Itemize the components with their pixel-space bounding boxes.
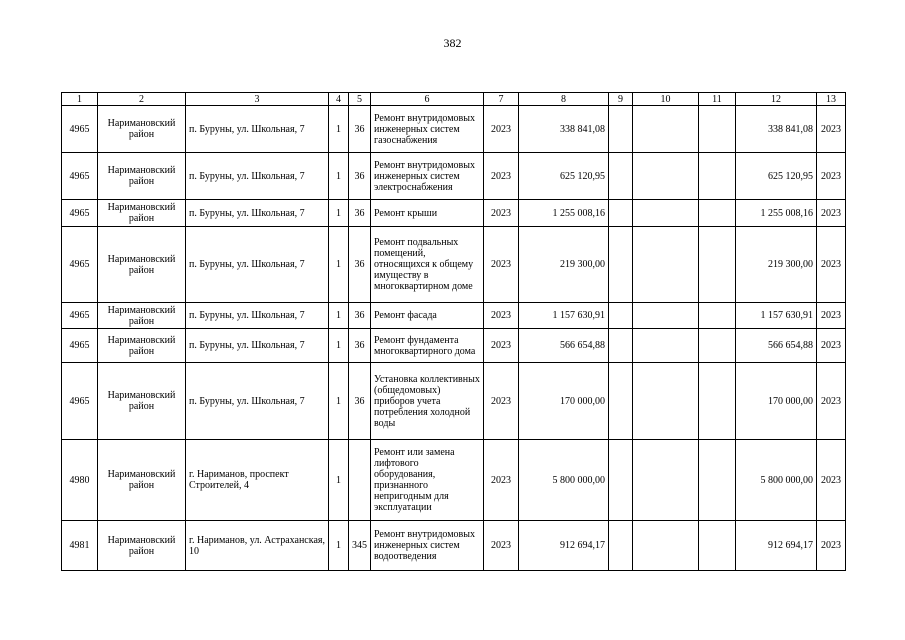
cell-number: 4981 [62,521,98,571]
table-row [62,153,846,200]
cell-address: п. Буруны, ул. Школьная, 7 [186,153,329,200]
cell-district: Наримановский район [98,303,186,329]
cell-work-type: Ремонт фасада [371,303,484,329]
cell-col10 [633,227,699,303]
cell-col10 [633,106,699,153]
column-number: 3 [186,93,329,106]
cell-col11 [699,227,736,303]
cell-col4: 1 [329,227,349,303]
cell-col9 [609,363,633,440]
cell-address: п. Буруны, ул. Школьная, 7 [186,329,329,363]
cell-col13: 2023 [817,227,846,303]
cell-col13: 2023 [817,329,846,363]
cell-total: 912 694,17 [519,521,609,571]
column-number: 11 [699,93,736,106]
cell-col4: 1 [329,329,349,363]
cell-work-type: Ремонт внутридомовых инженерных систем электроснабжения [371,153,484,200]
cell-col4: 1 [329,363,349,440]
cell-total: 338 841,08 [519,106,609,153]
cell-year: 2023 [484,153,519,200]
table-row [62,200,846,227]
cell-col11 [699,153,736,200]
cell-work-type: Ремонт крыши [371,200,484,227]
cell-district: Наримановский район [98,106,186,153]
cell-col12: 338 841,08 [736,106,817,153]
table-row [62,329,846,363]
cell-year: 2023 [484,363,519,440]
cell-address: п. Буруны, ул. Школьная, 7 [186,227,329,303]
cell-col13: 2023 [817,106,846,153]
cell-number: 4965 [62,153,98,200]
cell-col10 [633,329,699,363]
cell-work-type: Ремонт или замена лифтового оборудования, признанного непригодным для эксплуатации [371,440,484,521]
column-number: 8 [519,93,609,106]
cell-col11 [699,521,736,571]
column-number: 4 [329,93,349,106]
cell-col4: 1 [329,440,349,521]
cell-col4: 1 [329,106,349,153]
cell-col13: 2023 [817,200,846,227]
cell-col10 [633,200,699,227]
cell-col9 [609,303,633,329]
cell-work-type: Ремонт внутридомовых инженерных систем газоснабжения [371,106,484,153]
cell-year: 2023 [484,521,519,571]
cell-col10 [633,303,699,329]
cell-col13: 2023 [817,303,846,329]
cell-district: Наримановский район [98,153,186,200]
table-row [62,227,846,303]
cell-work-type: Установка коллективных (общедомовых) приборов учета потребления холодной воды [371,363,484,440]
cell-address: г. Нариманов, проспект Строителей, 4 [186,440,329,521]
cell-total: 5 800 000,00 [519,440,609,521]
cell-district: Наримановский район [98,200,186,227]
cell-address: п. Буруны, ул. Школьная, 7 [186,106,329,153]
cell-col10 [633,440,699,521]
cell-work-type: Ремонт фундамента многоквартирного дома [371,329,484,363]
cell-col4: 1 [329,303,349,329]
cell-total: 170 000,00 [519,363,609,440]
cell-col12: 170 000,00 [736,363,817,440]
column-number: 7 [484,93,519,106]
cell-col9 [609,106,633,153]
cell-col5: 36 [349,363,371,440]
cell-col10 [633,363,699,440]
cell-work-type: Ремонт внутридомовых инженерных систем водоотведения [371,521,484,571]
cell-col10 [633,153,699,200]
cell-col12: 566 654,88 [736,329,817,363]
page-number: 382 [443,36,462,50]
cell-col11 [699,329,736,363]
cell-work-type: Ремонт подвальных помещений, относящихся к общему имуществу в многоквартирном доме [371,227,484,303]
cell-col11 [699,363,736,440]
cell-district: Наримановский район [98,363,186,440]
cell-col9 [609,227,633,303]
cell-total: 1 255 008,16 [519,200,609,227]
cell-col5: 345 [349,521,371,571]
cell-col9 [609,200,633,227]
register-table [61,92,846,571]
cell-col9 [609,329,633,363]
cell-number: 4965 [62,200,98,227]
column-number: 6 [371,93,484,106]
column-number-row [62,93,846,106]
column-number: 13 [817,93,846,106]
cell-number: 4965 [62,227,98,303]
cell-col9 [609,153,633,200]
cell-year: 2023 [484,303,519,329]
cell-year: 2023 [484,106,519,153]
cell-col11 [699,200,736,227]
cell-col13: 2023 [817,521,846,571]
cell-number: 4965 [62,329,98,363]
cell-district: Наримановский район [98,227,186,303]
cell-col13: 2023 [817,363,846,440]
cell-year: 2023 [484,329,519,363]
cell-col12: 625 120,95 [736,153,817,200]
cell-col5: 36 [349,227,371,303]
table-row [62,521,846,571]
cell-total: 1 157 630,91 [519,303,609,329]
cell-number: 4965 [62,106,98,153]
cell-col5: 36 [349,153,371,200]
cell-number: 4965 [62,363,98,440]
column-number: 1 [62,93,98,106]
column-number: 2 [98,93,186,106]
cell-col11 [699,303,736,329]
table-row [62,303,846,329]
cell-number: 4980 [62,440,98,521]
cell-col13: 2023 [817,153,846,200]
cell-col11 [699,106,736,153]
cell-district: Наримановский район [98,329,186,363]
cell-address: п. Буруны, ул. Школьная, 7 [186,363,329,440]
table-row [62,106,846,153]
table-row [62,363,846,440]
cell-total: 566 654,88 [519,329,609,363]
cell-address: п. Буруны, ул. Школьная, 7 [186,303,329,329]
cell-col5: 36 [349,329,371,363]
cell-col5: 36 [349,106,371,153]
cell-col12: 1 255 008,16 [736,200,817,227]
cell-col4: 1 [329,521,349,571]
cell-col9 [609,440,633,521]
cell-total: 625 120,95 [519,153,609,200]
cell-year: 2023 [484,440,519,521]
cell-col10 [633,521,699,571]
cell-col12: 219 300,00 [736,227,817,303]
cell-total: 219 300,00 [519,227,609,303]
cell-col4: 1 [329,153,349,200]
cell-year: 2023 [484,200,519,227]
cell-address: г. Нариманов, ул. Астраханская, 10 [186,521,329,571]
cell-col4: 1 [329,200,349,227]
table-row [62,440,846,521]
cell-col12: 912 694,17 [736,521,817,571]
cell-col13: 2023 [817,440,846,521]
column-number: 9 [609,93,633,106]
column-number: 5 [349,93,371,106]
cell-col5: 36 [349,200,371,227]
cell-district: Наримановский район [98,521,186,571]
column-number: 10 [633,93,699,106]
cell-district: Наримановский район [98,440,186,521]
column-number: 12 [736,93,817,106]
cell-address: п. Буруны, ул. Школьная, 7 [186,200,329,227]
cell-col5: 36 [349,303,371,329]
cell-col11 [699,440,736,521]
cell-number: 4965 [62,303,98,329]
cell-year: 2023 [484,227,519,303]
cell-col5 [349,440,371,521]
cell-col9 [609,521,633,571]
cell-col12: 5 800 000,00 [736,440,817,521]
cell-col12: 1 157 630,91 [736,303,817,329]
